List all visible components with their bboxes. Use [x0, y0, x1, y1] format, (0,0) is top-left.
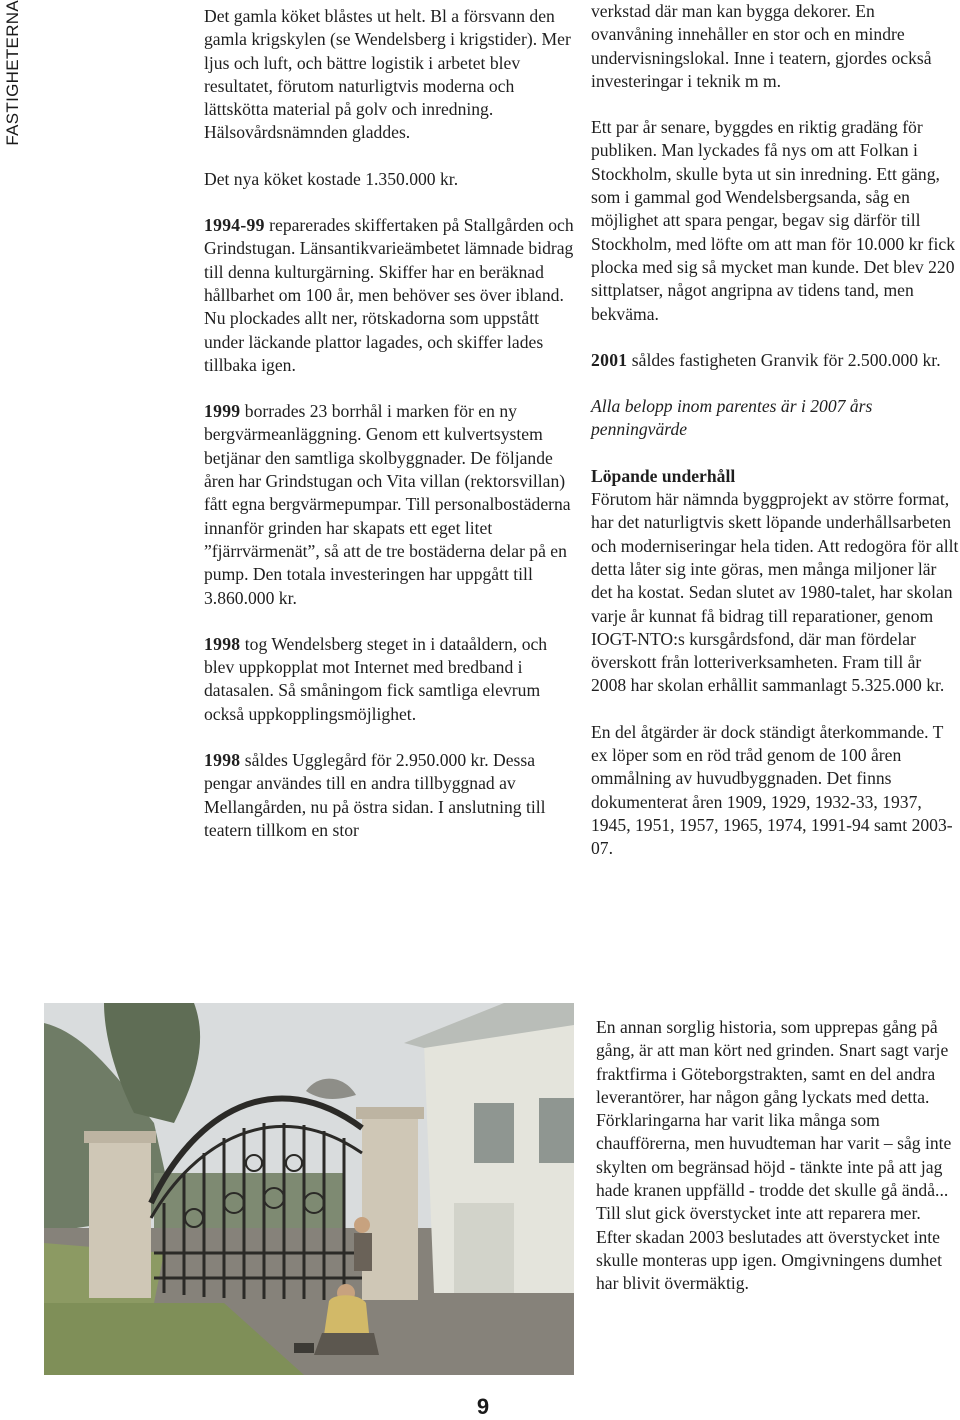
geothermal-paragraph: [204, 400, 576, 610]
internet-paragraph: [204, 633, 576, 726]
left-column: [204, 5, 576, 865]
kitchen-paragraph: Det gamla köket blåstes ut helt. Bl a försvann den gamla krigskylen (se Wendelsberg i krigstider). Mer ljus och luft, och bättre logistik i arbetet blev resultatet, förutom naturligtvis moderna och lättskötta material på golv och inredning. Hälsovårdsnämnden gladdes.: [204, 6, 571, 143]
gate-story-column: [596, 1016, 960, 1319]
year-label: 1994-99: [204, 215, 265, 236]
paragraph-text: reparerades skiffertaken på Stallgården och Grindstugan. Länsantikvarieämbetet lämnade bidrag till denna kulturgärning. Skiffer har en beräknad hållbarhet om 100 år, men behöver ses över ibland. Nu plockades allt ner, rötskadorna som uppstått under läckande plattor lagades, och skiffer lades tillbaka igen.: [204, 215, 574, 375]
repainting-paragraph: En del åtgärder är dock ständigt återkommande. T ex löper som en röd tråd genom de 100 åren ommålning av huvudbyggnaden. Det finns dokumenterat åren 1909, 1929, 1932-33, 1937, 1945, 1951, 1957, 1965, 1974, 1991-94 samt 2003-07.: [591, 721, 953, 859]
seating-paragraph: Ett par år senare, byggdes en riktig gradäng för publiken. Man lyckades få nys om att Folkan i Stockholm, skulle byta ut sin inredning. Ett gäng, som i gammal god Wendelsbergsanda, såg en möjlighet att spara pengar, begav sig därför till Stockholm, med löfte om att man för 10.000 kr fick plocka med sig så mycket man kunde. Det blev 220 sittplatser, något angripna av tidens tand, men bekväma.: [591, 117, 956, 324]
gate-story-paragraph: En annan sorglig historia, som upprepas gång på gång, är att man kört ned grinden. Snart sagt varje fraktfirma i Göteborgstrakten, samt en del andra leverantörer, har någon gång lyckats med detta. Förklaringarna har varit lika många som chaufförerna, men huvudteman har varit – såg inte skylten om begränsad höjd - tänkte inte på att jag hade kranen uppfälld - trodde det skulle gå ändå... Till slut gick överstycket inte att reparera mer. Efter skadan 2003 beslutades att överstycket inte skulle monteras upp igen. Omgivningens dumhet har blivit övermäktig.: [596, 1017, 952, 1294]
paragraph-text: tog Wendelsberg steget in i dataåldern, och blev uppkopplat mot Internet med bredband i datasalen. Så småningom fick samtliga elevrum också uppkopplingsmöjlighet.: [204, 633, 548, 724]
gate-photo: [44, 1003, 574, 1375]
paragraph-text: borrades 23 borrhål i marken för en ny bergvärmeanläggning. Genom ett kulvertsystem betjänar den samtliga skolbyggnader. De följande åren har Grindstugan och Vita villan (rektorsvillan) fått egna bergvärmepumpar. Till personalbostäderna innanför grinden har skapats ett eget litet ”fjärrvärmenät”, så att de tre bostäderna delar på en pump. Den totala investeringen har uppgått till 3.860.000 kr.: [204, 401, 571, 608]
slate-roof-paragraph: [204, 214, 576, 377]
right-column: [591, 0, 960, 884]
year-label: 1999: [204, 401, 241, 422]
currency-note: Alla belopp inom parentes är i 2007 års penningvärde: [591, 396, 873, 440]
workshop-paragraph: verkstad där man kan bygga dekorer. En ovanvåning innehåller en stor och en mindre undervisningslokal. Inne i teatern, gjordes också investeringar i teknik m m.: [591, 1, 932, 91]
year-label: 1998: [204, 750, 241, 771]
paragraph-text: såldes Ugglegård för 2.950.000 kr. Dessa pengar användes till en andra tillbyggnad av Mellangården, nu på östra sidan. I anslutning till teatern tillkom en stor: [204, 750, 546, 840]
paragraph-text: såldes fastigheten Granvik för 2.500.000 kr.: [627, 349, 941, 370]
section-label-text: FASTIGHETERNA: [3, 0, 22, 146]
kitchen-cost-paragraph: Det nya köket kostade 1.350.000 kr.: [204, 168, 459, 189]
year-label: 1998: [204, 633, 241, 654]
gate-photo-illustration: [44, 1003, 574, 1375]
page-number: 9: [476, 1394, 490, 1419]
granvik-paragraph: [591, 349, 960, 372]
year-label: 2001: [591, 349, 628, 370]
maintenance-paragraph: Förutom här nämnda byggprojekt av större format, har det naturligtvis skett löpande underhållsarbeten och moderniseringar hela tiden. Att redogöra för allt detta låter sig inte göras, men många miljoner lär det ha kostat. Sedan slutet av 1980-talet, har skolan varje år kunnat få bidrag till reparationer, genom IOGT-NTO:s kursgårdsfond, där man fördelar överskott från lotteriverksamheten. Fram till år 2008 har skolan erhållit sammanlagt 5.325.000 kr.: [591, 489, 959, 696]
section-label: [0, 0, 26, 190]
ugglegard-paragraph: [204, 749, 576, 842]
maintenance-heading: Löpande underhåll: [591, 465, 736, 486]
